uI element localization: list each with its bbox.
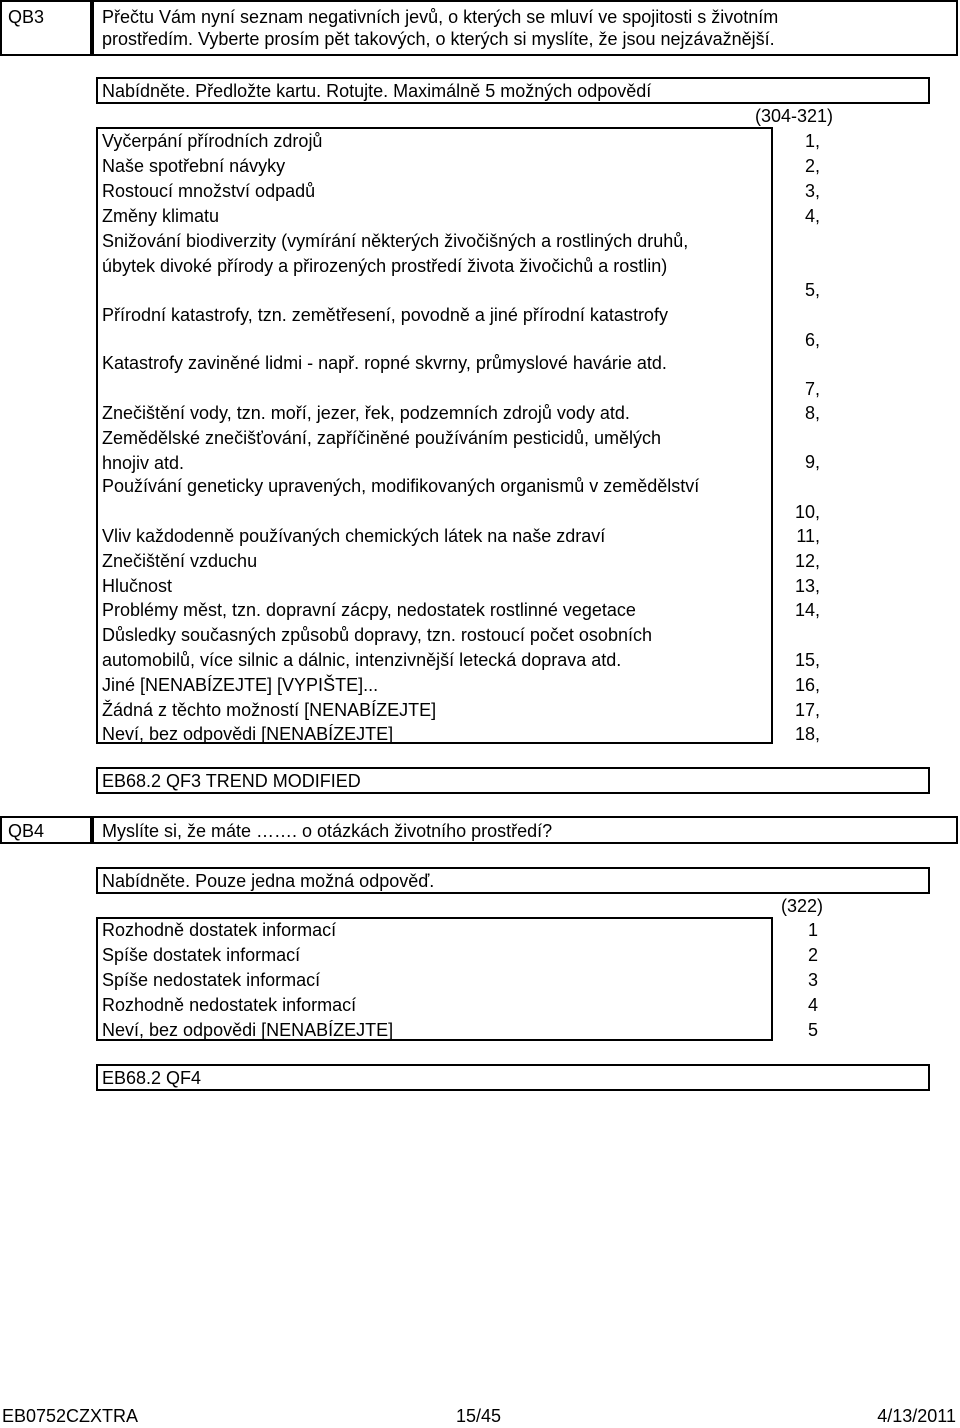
qb3-option-code: 15, (794, 650, 820, 670)
qb4-id: QB4 (8, 821, 45, 841)
qb3-option-code: 9, (804, 452, 820, 472)
qb3-option-label: automobilů, více silnic a dálnic, intenzivnější letecká doprava atd. (102, 650, 622, 670)
footer-document-code: EB0752CZXTRA (2, 1406, 139, 1426)
qb3-option-code: 5, (804, 280, 820, 300)
qb3-option-code: 6, (804, 330, 820, 350)
qb3-option-code: 12, (794, 551, 820, 571)
qb3-option-label: Přírodní katastrofy, tzn. zemětřesení, povodně a jiné přírodní katastrofy (102, 305, 668, 325)
qb3-option-label: Znečištění vody, tzn. moří, jezer, řek, podzemních zdrojů vody atd. (102, 403, 630, 423)
qb3-option-label: Neví, bez odpovědi [NENABÍZEJTE] (102, 724, 394, 744)
qb3-option-code: 10, (794, 502, 820, 522)
qb3-option-label: Žádná z těchto možností [NENABÍZEJTE] (102, 700, 437, 720)
qb3-option-code: 18, (794, 724, 820, 744)
qb3-trend: EB68.2 QF3 TREND MODIFIED (102, 771, 361, 791)
qb4-option-label: Spíše dostatek informací (102, 945, 301, 965)
qb4-option-label: Spíše nedostatek informací (102, 970, 321, 990)
qb3-option-code: 7, (804, 379, 820, 399)
qb3-option-code: 8, (804, 403, 820, 423)
qb3-id: QB3 (8, 7, 45, 27)
qb3-option-label: Problémy měst, tzn. dopravní zácpy, nedostatek rostlinné vegetace (102, 600, 636, 620)
qb3-option-code: 3, (804, 181, 820, 201)
footer-page-number: 15/45 (456, 1406, 502, 1426)
qb3-id-box (0, 0, 92, 56)
qb4-instruction-box (96, 867, 930, 894)
qb3-option-label: Katastrofy zaviněné lidmi - např. ropné skvrny, průmyslové havárie atd. (102, 353, 667, 373)
qb3-option-label: Znečištění vzduchu (102, 551, 258, 571)
qb3-option-label: Hlučnost (102, 576, 173, 596)
qb3-option-label: úbytek divoké přírody a přirozených prostředí života živočichů a rostlin) (102, 256, 668, 276)
qb3-option-label: Jiné [NENABÍZEJTE] [VYPIŠTE]... (102, 675, 379, 695)
qb3-option-code: 11, (796, 526, 820, 546)
qb3-question-line2: prostředím. Vyberte prosím pět takových, o kterých si myslíte, že jsou nejzávažnější. (102, 29, 775, 49)
qb3-instruction-box (96, 77, 930, 104)
qb3-option-label: hnojiv atd. (102, 453, 185, 473)
qb4-question: Myslíte si, že máte ……. o otázkách životního prostředí? (102, 821, 553, 841)
qb3-option-label: Vyčerpání přírodních zdrojů (102, 131, 323, 151)
qb4-option-label: Neví, bez odpovědi [NENABÍZEJTE] (102, 1020, 394, 1040)
qb4-option-code: 4 (807, 995, 818, 1015)
qb4-id-box (0, 816, 92, 844)
qb4-trend: EB68.2 QF4 (102, 1068, 202, 1088)
qb3-code-range: (304-321) (754, 106, 833, 126)
qb4-option-code: 5 (807, 1020, 818, 1040)
qb4-option-code: 2 (807, 945, 818, 965)
qb4-option-label: Rozhodně nedostatek informací (102, 995, 357, 1015)
qb4-code-range: (322) (780, 896, 823, 916)
qb3-option-code: 17, (794, 700, 820, 720)
qb3-option-code: 13, (794, 576, 820, 596)
qb3-trend-box (96, 767, 930, 794)
qb3-option-label: Vliv každodenně používaných chemických látek na naše zdraví (102, 526, 606, 546)
qb3-option-label: Důsledky současných způsobů dopravy, tzn. rostoucí počet osobních (102, 625, 652, 645)
qb4-trend-box (96, 1064, 930, 1091)
qb3-option-label: Snižování biodiverzity (vymírání některých živočišných a rostliných druhů, (102, 231, 689, 251)
qb4-instruction: Nabídněte. Pouze jedna možná odpověď. (102, 871, 435, 891)
qb4-question-box (92, 816, 958, 844)
qb3-option-code: 14, (794, 600, 820, 620)
qb3-option-code: 16, (794, 675, 820, 695)
qb3-option-label: Naše spotřební návyky (102, 156, 286, 176)
qb3-option-code: 1, (804, 131, 820, 151)
footer-date: 4/13/2011 (877, 1406, 956, 1426)
qb3-option-label: Používání geneticky upravených, modifikovaných organismů v zemědělství (102, 476, 700, 496)
qb4-option-code: 3 (807, 970, 818, 990)
qb4-option-label: Rozhodně dostatek informací (102, 920, 337, 940)
qb3-question-box (92, 0, 958, 56)
qb3-question-line1: Přečtu Vám nyní seznam negativních jevů, o kterých se mluví ve spojitosti s životním (102, 7, 779, 27)
qb3-option-code: 2, (804, 156, 820, 176)
qb3-option-label: Zemědělské znečišťování, zapříčiněné používáním pesticidů, umělých (102, 428, 662, 448)
qb3-option-label: Rostoucí množství odpadů (102, 181, 316, 201)
qb3-option-label: Změny klimatu (102, 206, 220, 226)
qb4-option-code: 1 (807, 920, 818, 940)
qb3-instruction: Nabídněte. Předložte kartu. Rotujte. Maximálně 5 možných odpovědí (102, 81, 652, 101)
qb3-option-code: 4, (804, 206, 820, 226)
